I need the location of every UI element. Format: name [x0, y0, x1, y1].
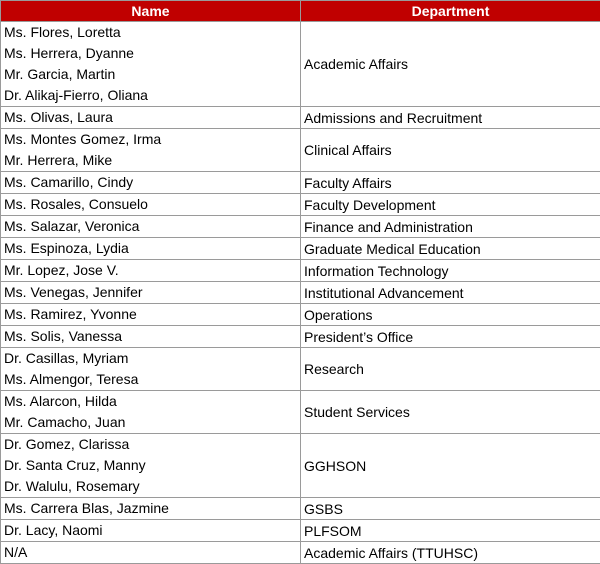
department-cell: PLFSOM	[301, 520, 600, 542]
person-name: Mr. Lopez, Jose V.	[1, 260, 300, 281]
name-cell	[1, 172, 301, 194]
person-name: N/A	[1, 542, 300, 563]
department-cell: Faculty Development	[301, 194, 600, 216]
table-row	[1, 498, 600, 520]
name-cell	[1, 238, 301, 260]
department-cell: Institutional Advancement	[301, 282, 600, 304]
name-cell	[1, 216, 301, 238]
person-name: Dr. Casillas, Myriam	[1, 348, 300, 369]
department-cell: Operations	[301, 304, 600, 326]
name-cell	[1, 520, 301, 542]
person-name: Dr. Gomez, Clarissa	[1, 434, 300, 455]
name-cell	[1, 326, 301, 348]
department-cell: GSBS	[301, 498, 600, 520]
person-name: Ms. Alarcon, Hilda	[1, 391, 300, 412]
person-name: Ms. Almengor, Teresa	[1, 369, 300, 390]
person-name: Dr. Alikaj-Fierro, Oliana	[1, 85, 300, 106]
person-name: Ms. Carrera Blas, Jazmine	[1, 498, 300, 519]
person-name: Mr. Herrera, Mike	[1, 150, 300, 171]
person-name: Ms. Venegas, Jennifer	[1, 282, 300, 303]
table-row	[1, 194, 600, 216]
table-row	[1, 326, 600, 348]
person-name: Ms. Montes Gomez, Irma	[1, 129, 300, 150]
name-cell	[1, 348, 301, 391]
table-row	[1, 520, 600, 542]
name-cell	[1, 434, 301, 498]
person-name: Ms. Solis, Vanessa	[1, 326, 300, 347]
table-body	[1, 22, 600, 564]
department-cell: Admissions and Recruitment	[301, 107, 600, 129]
name-cell	[1, 304, 301, 326]
name-cell	[1, 282, 301, 304]
department-column-header: Department	[301, 1, 600, 22]
table-row	[1, 348, 600, 391]
table-row	[1, 391, 600, 434]
name-column-header: Name	[1, 1, 301, 22]
person-name: Dr. Walulu, Rosemary	[1, 476, 300, 497]
person-name: Ms. Espinoza, Lydia	[1, 238, 300, 259]
person-name: Mr. Camacho, Juan	[1, 412, 300, 433]
person-name: Ms. Rosales, Consuelo	[1, 194, 300, 215]
department-cell: President’s Office	[301, 326, 600, 348]
department-cell: Academic Affairs	[301, 22, 600, 107]
header-row	[1, 1, 600, 22]
name-cell	[1, 22, 301, 107]
person-name: Ms. Flores, Loretta	[1, 22, 300, 43]
table-row	[1, 282, 600, 304]
person-name: Dr. Santa Cruz, Manny	[1, 455, 300, 476]
table-row	[1, 22, 600, 107]
person-name: Ms. Olivas, Laura	[1, 107, 300, 128]
name-cell	[1, 129, 301, 172]
table-row	[1, 238, 600, 260]
person-name: Mr. Garcia, Martin	[1, 64, 300, 85]
table-row	[1, 107, 600, 129]
person-name: Dr. Lacy, Naomi	[1, 520, 300, 541]
department-cell: Research	[301, 348, 600, 391]
table-row	[1, 172, 600, 194]
table-row	[1, 216, 600, 238]
name-cell	[1, 107, 301, 129]
person-name: Ms. Camarillo, Cindy	[1, 172, 300, 193]
name-cell	[1, 391, 301, 434]
table-row	[1, 434, 600, 498]
person-name: Ms. Salazar, Veronica	[1, 216, 300, 237]
table-row	[1, 304, 600, 326]
department-cell: Academic Affairs (TTUHSC)	[301, 542, 600, 564]
department-cell: Information Technology	[301, 260, 600, 282]
department-cell: Graduate Medical Education	[301, 238, 600, 260]
department-cell: Faculty Affairs	[301, 172, 600, 194]
department-cell: GGHSON	[301, 434, 600, 498]
name-cell	[1, 260, 301, 282]
department-cell: Clinical Affairs	[301, 129, 600, 172]
department-cell: Finance and Administration	[301, 216, 600, 238]
name-cell	[1, 498, 301, 520]
person-name: Ms. Ramirez, Yvonne	[1, 304, 300, 325]
department-cell: Student Services	[301, 391, 600, 434]
table-row	[1, 129, 600, 172]
name-cell	[1, 194, 301, 216]
person-name: Ms. Herrera, Dyanne	[1, 43, 300, 64]
table-row	[1, 260, 600, 282]
